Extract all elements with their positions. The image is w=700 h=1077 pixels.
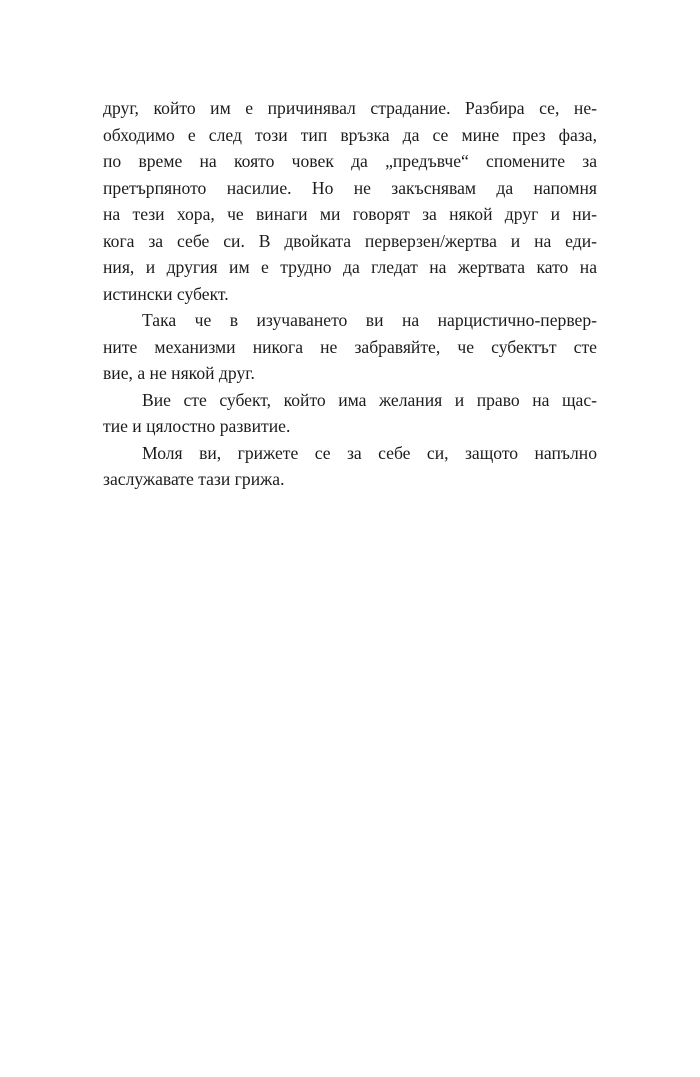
text-line: на тези хора, че винаги ми говорят за някой друг и ни- <box>103 204 597 224</box>
paragraph-first-line: Моля ви, грижете се за себе си, защото напълно <box>142 442 597 463</box>
text-line: заслужавате тази грижа. <box>103 469 285 489</box>
text-line: претърпяното насилие. Но не закъснявам да напомня <box>103 177 597 198</box>
paragraph-first-line: Така че в изучаването ви на нарцистично-первер- <box>142 310 597 330</box>
text-line: друг, който им е причинявал страдание. Разбира се, не- <box>103 98 597 118</box>
text-line: ния, и другия им е трудно да гледат на жертвата като на <box>103 257 597 277</box>
text-line: кога за себе си. В двойката перверзен/жертва и на еди- <box>103 230 597 251</box>
text-line: по време на която човек да „предъвче“ спомените за <box>103 151 597 171</box>
text-line: ните механизми никога не забравяйте, че субектът сте <box>103 336 597 357</box>
paragraph-first-line: Вие сте субект, който има желания и право на щас- <box>142 389 597 410</box>
text-line: истински субект. <box>103 283 229 304</box>
text-line: тие и цялостно развитие. <box>103 416 291 436</box>
body-text <box>103 95 597 493</box>
text-line: вие, а не някой друг. <box>103 363 255 383</box>
text-line: обходимо е след този тип връзка да се мине през фаза, <box>103 124 597 145</box>
